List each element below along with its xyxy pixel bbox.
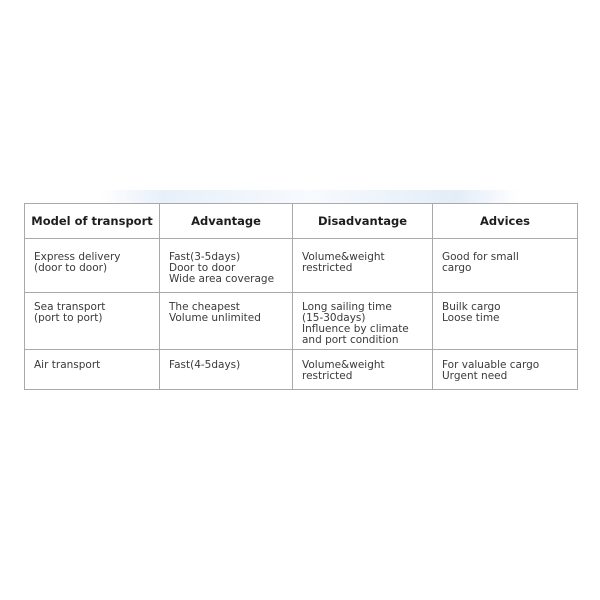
cell-text: (15-30days) xyxy=(302,312,366,324)
cell-text: and port condition xyxy=(302,334,399,346)
header-model: Model of transport xyxy=(25,204,160,239)
cell-advices xyxy=(433,293,578,350)
cell-advantage xyxy=(160,293,293,350)
cell-model xyxy=(25,239,160,293)
header-advantage: Advantage xyxy=(160,204,293,239)
cell-model xyxy=(25,350,160,390)
cell-disadvantage xyxy=(293,350,433,390)
header-row xyxy=(25,204,578,239)
cell-text: (door to door) xyxy=(34,262,108,274)
cell-text: Air transport xyxy=(34,359,101,371)
cell-text: Fast(4-5days) xyxy=(169,359,241,371)
cell-text: Good for small xyxy=(442,251,519,263)
faded-banner-background xyxy=(100,190,520,204)
cell-text: restricted xyxy=(302,262,353,274)
cell-text: Express delivery xyxy=(34,251,121,263)
table-row xyxy=(25,239,578,293)
cell-disadvantage xyxy=(293,239,433,293)
cell-text: cargo xyxy=(442,262,472,274)
cell-advices xyxy=(433,350,578,390)
cell-text: Wide area coverage xyxy=(169,273,275,285)
cell-disadvantage xyxy=(293,293,433,350)
cell-text: Sea transport xyxy=(34,301,106,313)
cell-text: Builk cargo xyxy=(442,301,501,313)
header-advices: Advices xyxy=(433,204,578,239)
table-row xyxy=(25,350,578,390)
cell-text: (port to port) xyxy=(34,312,103,324)
cell-advantage xyxy=(160,350,293,390)
cell-text: For valuable cargo xyxy=(442,359,540,371)
header-disadvantage: Disadvantage xyxy=(293,204,433,239)
cell-text: Volume&weight xyxy=(302,251,385,263)
cell-model xyxy=(25,293,160,350)
cell-text: restricted xyxy=(302,370,353,382)
cell-text: Fast(3-5days) xyxy=(169,251,241,263)
cell-advices xyxy=(433,239,578,293)
transport-comparison-table xyxy=(24,203,578,390)
cell-text: Loose time xyxy=(442,312,500,324)
cell-text: Door to door xyxy=(169,262,236,274)
cell-text: Volume unlimited xyxy=(169,312,261,324)
cell-text: Long sailing time xyxy=(302,301,392,313)
table-row xyxy=(25,293,578,350)
cell-text: Influence by climate xyxy=(302,323,409,335)
cell-text: Urgent need xyxy=(442,370,508,382)
cell-text: The cheapest xyxy=(169,301,240,313)
cell-advantage xyxy=(160,239,293,293)
cell-text: Volume&weight xyxy=(302,359,385,371)
